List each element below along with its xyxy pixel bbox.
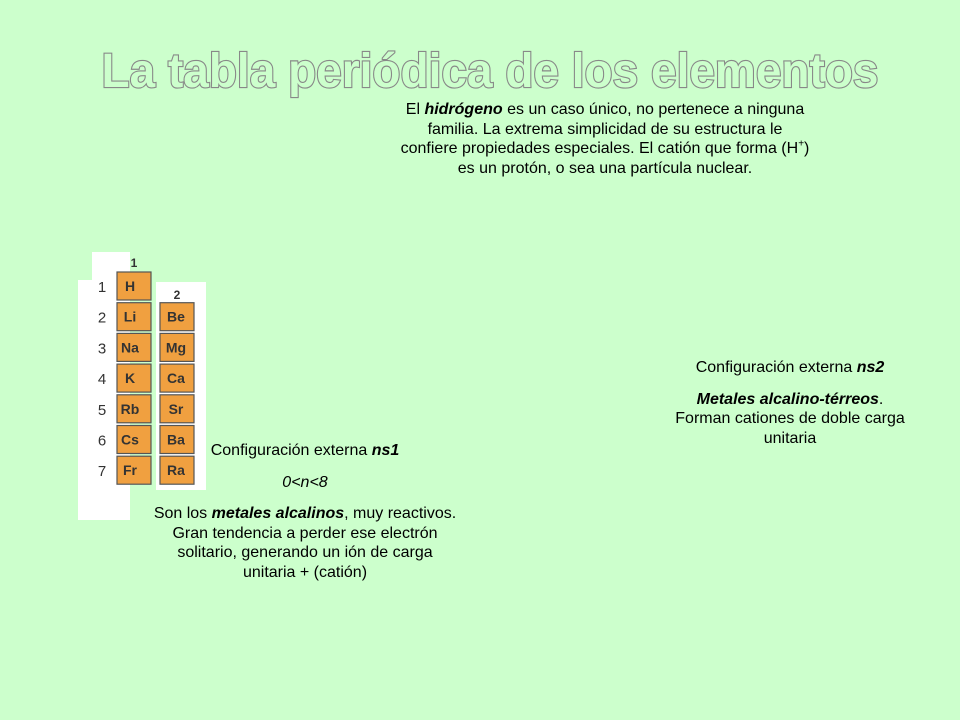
period-label-4: 4 (97, 371, 107, 389)
element-symbol-Ba: Ba (167, 431, 185, 448)
period-label-1: 1 (97, 279, 107, 296)
period-label-2: 2 (97, 309, 107, 327)
group2-description (670, 358, 910, 448)
group1-desc-emphasis: metales alcalinos (211, 505, 345, 522)
hydrogen-end: ) es un protón, o sea una partícula nuclear. (457, 140, 810, 177)
element-symbol-Rb: Rb (120, 400, 140, 417)
group1-config-value: ns1 (371, 442, 400, 459)
hydrogen-emphasis: hidrógeno (424, 101, 503, 118)
group2-header: 2 (173, 288, 181, 302)
hydrogen-body: es un caso único, no pertenece a ninguna familia. La extrema simplicidad de su estructura le confiere propiedades especiales. El catión que forma (H (400, 101, 805, 157)
element-symbol-Na: Na (121, 339, 139, 356)
period-label-7: 7 (97, 463, 107, 481)
element-symbol-Be: Be (167, 308, 185, 325)
element-symbol-Li: Li (123, 308, 137, 325)
element-symbol-H: H (124, 278, 136, 294)
hydrogen-charge: + (798, 138, 805, 150)
period-label-6: 6 (97, 432, 107, 450)
group1-range: 0<n<8 (282, 473, 328, 491)
group2-desc-emphasis: Metales alcalino-térreos (696, 390, 879, 408)
group1-desc-prefix: Son los (153, 505, 212, 522)
element-symbol-Fr: Fr (123, 462, 137, 479)
element-symbol-Sr: Sr (168, 400, 184, 417)
group2-config-value: ns2 (856, 359, 885, 376)
element-symbol-Mg: Mg (165, 339, 187, 356)
period-label-5: 5 (97, 401, 107, 419)
group1-description (150, 441, 460, 582)
element-symbol-Cs: Cs (121, 431, 139, 448)
group1-config-prefix: Configuración externa (210, 442, 372, 459)
group1-header: 1 (130, 256, 138, 270)
slide-title (90, 26, 890, 106)
group2-config-prefix: Configuración externa (695, 359, 857, 376)
hydrogen-intro: El (405, 101, 425, 118)
slide-title-text: La tabla periódica de los elementos (101, 42, 879, 98)
element-symbol-Ca: Ca (167, 370, 185, 387)
hydrogen-description (400, 100, 810, 178)
period-label-3: 3 (97, 340, 107, 358)
group1-desc-rest: , muy reactivos. Gran tendencia a perder ese electrón solitario, generando un ión de carga unitaria + (catión) (172, 505, 457, 581)
element-symbol-K: K (124, 370, 136, 387)
element-symbol-Ra: Ra (167, 462, 185, 479)
group2-desc-rest: . Forman cationes de doble carga unitaria (675, 390, 905, 447)
